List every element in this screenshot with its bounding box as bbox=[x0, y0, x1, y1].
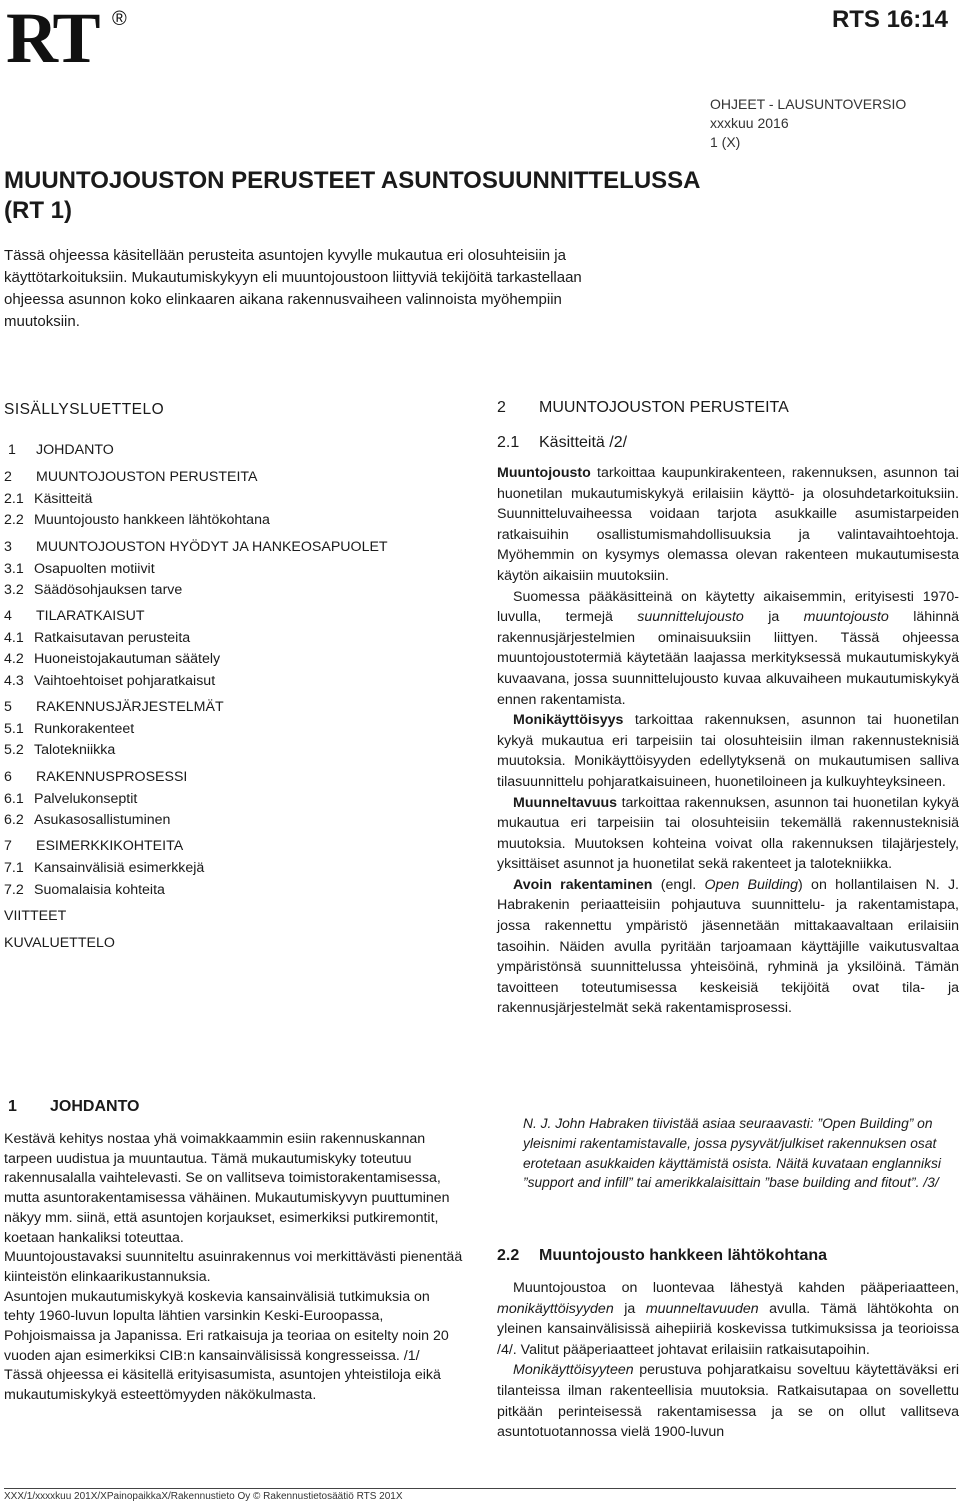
toc-item[interactable]: 7.1 Kansainvälisiä esimerkkejä bbox=[4, 860, 205, 877]
body-paragraph: Suomessa pääkäsitteinä on käytetty aikaisemmin, erityisesti 1970-luvulla, termejä suunnittelujousto ja muuntojousto lähinnä rakennusjärjestelmien ominaisuuksiin liittyen. Tässä ohjeessa muuntojoustotermiä käytetään laajassa merkityksessä mukautumiskykyä kuvaavana, jossa suunnittelujousto kuvaa alkuvaiheen mukautumiskykyä ennen rakentamista. bbox=[497, 588, 959, 708]
page-footer: XXX/1/xxxxkuu 201X/XPainopaikkaX/Rakennustieto Oy © Rakennustietosäätiö RTS 201X bbox=[4, 1491, 403, 1502]
body-paragraph: Asuntojen mukautumiskykyä koskevia kansainvälisiä tutkimuksia on tehty 1960-luvun lopulta lähtien varsinkin Keski-Euroopassa, Pohjoismaissa ja Japanissa. Eri ratkaisuja ja teoriaa on esitelty noin 20 vuoden ajan esimerkiksi CIB:n kansainvälisissä kongresseissa. /1/ bbox=[4, 1288, 449, 1364]
page-title bbox=[4, 166, 724, 226]
document-code: RTS 16:14 bbox=[831, 6, 948, 33]
intro-paragraph: Tässä ohjeessa käsitellään perusteita asuntojen kyvylle mukautua eri olosuhteisiin ja käyttötarkoituksiin. Mukautumiskykyyn eli muuntojoustoon liittyviä tekijöitä tarkastellaan ohjeessa asunnon koko elinkaaren aikana rakennusvaiheen valinnoista myöhempiin muutoksiin. bbox=[4, 247, 582, 330]
toc-item-references[interactable]: VIITTEET bbox=[4, 907, 67, 924]
term: Muunneltavuus bbox=[513, 794, 618, 811]
toc-item[interactable]: 5.2 Talotekniikka bbox=[4, 742, 116, 759]
body-paragraph: Kestävä kehitys nostaa yhä voimakkaammin esiin rakennuskannan tarpeen uudistua ja muuntautua. Tämä mukautumiskyky toteutuu rakennusalalla vaihtelevasti. Se on vallitseva toimistorakentamisessa, mutta asuntorakentamisessa vähäinen. Mukautumiskyvyn puuttuminen näkyy mm. siinä, että asuntojen korjaukset, esimerkiksi putkiremontit, koetaan hankaliksi toteuttaa. bbox=[4, 1131, 450, 1246]
body-paragraph: Tässä ohjeessa ei käsitellä erityisasumista, asuntojen yhteistiloja eikä mukautumiskykyä esteettömyyden näkökulmasta. bbox=[4, 1367, 441, 1404]
toc-item[interactable]: 7 ESIMERKKIKOHTEITA bbox=[4, 838, 184, 855]
section-2-heading: 2 MUUNTOJOUSTON PERUSTEITA bbox=[497, 399, 789, 416]
section-2-1-body bbox=[497, 463, 959, 1019]
toc-item[interactable]: 4.3 Vaihtoehtoiset pohjaratkaisut bbox=[4, 672, 216, 689]
toc-item[interactable]: 2.1 Käsitteitä bbox=[4, 491, 93, 507]
toc-item[interactable]: 3.1 Osapuolten motiivit bbox=[4, 560, 155, 577]
term: Monikäyttöisyys bbox=[513, 712, 624, 729]
toc-item[interactable]: 4.1 Ratkaisutavan perusteita bbox=[4, 630, 191, 647]
section-2-2-heading: 2.2 Muuntojousto hankkeen lähtökohtana bbox=[497, 1247, 828, 1264]
body-paragraph: Muunneltavuus tarkoittaa rakennuksen, asunnon tai huonetilan kykyä mukautua eri tarpeisiin tai olosuhteisiin tekemällä rakennusteknisiä muutoksia. Muutoksen kohteina voivat olla rakennuksen tilajärjestely, yksittäiset asunnot ja huonetilat sekä rakenteet ja talotekniikka. bbox=[497, 794, 959, 873]
registered-mark: ® bbox=[112, 8, 127, 30]
toc-item[interactable]: 2 MUUNTOJOUSTON PERUSTEITA bbox=[4, 469, 258, 485]
body-paragraph: Muuntojoustoa on luontevaa lähestyä kahden pääperiaatteen, monikäyttöisyyden ja muunneltavuuden avulla. Tämä lähtökohta on yleinen kansainvälisissä aihepiiriä koskevissa tutkimuksissa ja teorioissa /4/. Valitut pääperiaatteet johtavat erilaisiin ratkaisutapoihin. bbox=[497, 1280, 959, 1358]
toc-item[interactable]: 6 RAKENNUSPROSESSI bbox=[4, 768, 188, 785]
toc-item[interactable]: 5 RAKENNUSJÄRJESTELMÄT bbox=[4, 699, 224, 716]
habraken-quote: N. J. John Habraken tiivistää asiaa seuraavasti: ”Open Building” on yleisnimi rakentamistavalle, jossa pysyvät/julkiset rakennuksen osat erotetaan asukkaiden käyttämistä osista. Näitä kuvataan englanniksi ”support and infill” tai amerikkalaisittain ”base building and fitout”. /3/ bbox=[523, 1116, 941, 1191]
term: Muuntojousto bbox=[497, 465, 591, 481]
toc-item[interactable]: 6.1 Palvelukonseptit bbox=[4, 790, 138, 807]
section-2-1-heading: 2.1 Käsitteitä /2/ bbox=[497, 434, 628, 451]
term: Avoin rakentaminen bbox=[513, 876, 653, 893]
document-meta bbox=[710, 95, 906, 152]
body-paragraph: Avoin rakentaminen (engl. Open Building) on hollantilaisen N. J. Habrakenin periaatteisiin pohjautuva suunnittelu- ja rakentamistapa, jossa rakennettu ympäristö jäsennetään mittakaavaltaan erilaisiin tasoihin. Näiden avulla pyritään tarjoamaan käyttäjille vaikutusvaltaa ympäristönsä suunnittelussa yhteisöinä, ryhminä ja yksilöinä. Tämän tavoitteen toteutumisessa keskeisiä tekijöitä ovat tila- ja rakennusjärjestelmät sekä rakentamisprosessi. bbox=[497, 876, 959, 1017]
footer-divider bbox=[4, 1488, 956, 1489]
meta-page: 1 (X) bbox=[710, 134, 741, 150]
section-1-heading: 1 JOHDANTO bbox=[8, 1098, 140, 1115]
toc-item[interactable]: 3.2 Säädösohjauksen tarve bbox=[4, 581, 183, 598]
toc-item[interactable]: 2.2 Muuntojousto hankkeen lähtökohtana bbox=[4, 512, 270, 529]
rt-logo: RT bbox=[6, 0, 98, 78]
toc-item[interactable]: 6.2 Asukasosallistuminen bbox=[4, 811, 171, 828]
meta-type: OHJEET - LAUSUNTOVERSIO bbox=[710, 96, 907, 112]
meta-date: xxxkuu 2016 bbox=[710, 115, 789, 131]
toc-item[interactable]: 5.1 Runkorakenteet bbox=[4, 721, 135, 738]
toc-item[interactable]: 4 TILARATKAISUT bbox=[4, 608, 145, 625]
title-line-1: MUUNTOJOUSTON PERUSTEET ASUNTOSUUNNITTELUSSA bbox=[4, 167, 701, 194]
toc-heading: SISÄLLYSLUETTELO bbox=[4, 401, 165, 418]
body-paragraph: Monikäyttöisyyteen perustuva pohjaratkaisu soveltuu käytettäväksi eri tilanteissa ilman rakenteellisia muutoksia. Ratkaisutapaa on sovellettu pitkään perinteisessä rakentamisessa ja se on ollut vallitseva asuntotuotannossa vielä 1900-luvun bbox=[497, 1362, 959, 1441]
title-line-2: (RT 1) bbox=[4, 197, 72, 224]
toc-item[interactable]: 4.2 Huoneistojakautuman säätely bbox=[4, 651, 221, 668]
table-of-contents bbox=[4, 438, 474, 955]
toc-item-figures[interactable]: KUVALUETTELO bbox=[4, 934, 115, 951]
body-paragraph: Monikäyttöisyys tarkoittaa rakennuksen, asunnon tai huonetilan kykyä mukautua eri tarpeisiin tai olosuhteisiin ilman rakennusteknisiä muutoksia. Monikäyttöisyyden edellytyksenä on mukautumisen salliva tilasuunnittelu pohjaratkaisuineen, huonetiloineen ja kulkuyhteyksineen. bbox=[497, 712, 959, 790]
toc-item[interactable]: 3 MUUNTOJOUSTON HYÖDYT JA HANKEOSAPUOLET bbox=[4, 538, 388, 555]
body-paragraph: Muuntojoustavaksi suunniteltu asuinrakennus voi merkittävästi pienentää kiinteistön elinkaarikustannuksia. bbox=[4, 1249, 463, 1285]
body-paragraph: Muuntojousto tarkoittaa kaupunkirakenteen, rakennuksen, asunnon tai huonetilan mukautumiskykyä erilaisiin käyttö- ja olosuhdetarkoituksiin. Suunnitteluvaiheessa voidaan tarjota asukkaille asumistarpeiden ratkaisuihin osallistumismahdollisuuksia ja valintavaihtoehtoja. Myöhemmin on kysymys olemassa olevan rakenteen mukautumisesta käytön aikaisiin muutoksiin. bbox=[497, 465, 959, 584]
toc-item[interactable]: 7.2 Suomalaisia kohteita bbox=[4, 881, 165, 898]
section-1-body bbox=[4, 1130, 464, 1406]
toc-item[interactable]: 1 JOHDANTO bbox=[8, 442, 114, 458]
section-2-2-body bbox=[497, 1278, 959, 1443]
